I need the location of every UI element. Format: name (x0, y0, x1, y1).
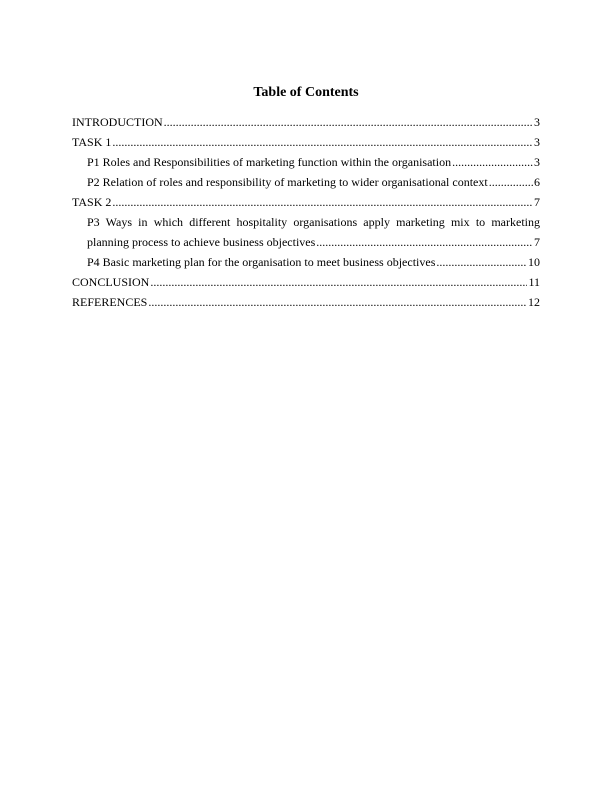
toc-title: Table of Contents (253, 85, 359, 100)
toc-entry-label-line-2: planning process to achieve business objectives (87, 235, 316, 249)
toc-leader-dots (489, 172, 533, 192)
toc-leader-dots (150, 272, 527, 292)
toc-entry-label: P2 Relation of roles and responsibility of marketing to wider organisational context (87, 175, 488, 189)
toc-entry-line-2 (87, 232, 540, 252)
toc-entry-label: P4 Basic marketing plan for the organisation to meet business objectives (87, 255, 436, 269)
toc-entry-page: 12 (528, 295, 540, 309)
toc-entry-label: INTRODUCTION (72, 115, 163, 129)
toc-entry-label: TASK 2 (72, 195, 112, 209)
toc-leader-dots (436, 252, 527, 272)
toc-leader-dots (112, 132, 533, 152)
toc-entry-page: 6 (534, 175, 540, 189)
toc-entry-page: 3 (534, 115, 540, 129)
toc-entry-page: 10 (528, 255, 540, 269)
toc-entry-label: TASK 1 (72, 135, 112, 149)
toc-entry-page: 7 (534, 195, 540, 209)
toc-entry-p3[interactable] (72, 212, 540, 252)
toc-entry-references[interactable] (72, 292, 540, 312)
toc-entry-conclusion[interactable] (72, 272, 540, 292)
toc-leader-dots (112, 192, 533, 212)
toc-entry-page: 3 (534, 155, 540, 169)
toc-entry-page: 3 (534, 135, 540, 149)
toc-entry-task-1[interactable] (72, 132, 540, 152)
toc-entry-p1[interactable] (72, 152, 540, 172)
toc-leader-dots (316, 232, 533, 252)
toc-entry-p2[interactable] (72, 172, 540, 192)
toc-entry-page: 11 (528, 275, 540, 289)
toc-leader-dots (148, 292, 527, 312)
toc-entry-introduction[interactable] (72, 112, 540, 132)
toc-entry-label-line-1: P3 Ways in which different hospitality organisations apply marketing mix to marketing (87, 215, 540, 229)
toc-entry-label: CONCLUSION (72, 275, 150, 289)
toc-entry-label: P1 Roles and Responsibilities of marketing function within the organisation (87, 155, 452, 169)
toc-entry-page: 7 (534, 235, 540, 249)
toc-entry-label: REFERENCES (72, 295, 148, 309)
toc-entry-p4[interactable] (72, 252, 540, 272)
toc-leader-dots (164, 112, 533, 132)
toc-leader-dots (452, 152, 533, 172)
toc-entry-task-2[interactable] (72, 192, 540, 212)
table-of-contents (72, 112, 540, 312)
